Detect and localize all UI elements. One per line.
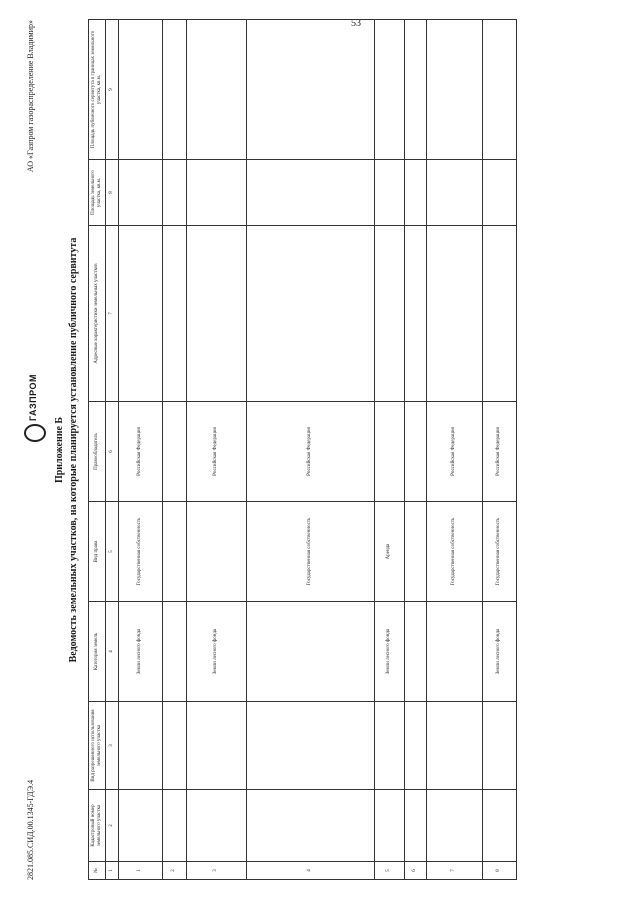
table-cell <box>482 226 516 402</box>
table-row <box>426 20 482 880</box>
table-cell <box>374 790 404 862</box>
column-index: 3 <box>105 702 118 790</box>
table-cell <box>162 20 186 160</box>
table-cell <box>426 20 482 160</box>
table-row <box>118 20 162 880</box>
table-cell <box>186 790 246 862</box>
table-cell <box>426 790 482 862</box>
table-cell <box>162 702 186 790</box>
table-cell: Государственная собственность <box>426 502 482 602</box>
document-code: 2821.085.СИД.00.1345-ГДЭ.4 <box>26 779 35 880</box>
table-cell <box>162 226 186 402</box>
table-cell <box>186 226 246 402</box>
table-cell <box>374 20 404 160</box>
table-cell: Российская Федерация <box>186 402 246 502</box>
logo-text: ГАЗПРОМ <box>28 373 38 421</box>
table-cell <box>374 226 404 402</box>
rotated-page <box>6 0 626 900</box>
column-header: Правообладатель <box>89 402 106 502</box>
table-cell: 4 <box>246 862 374 880</box>
table-cell <box>246 20 374 160</box>
column-header: Кадастровый номер земельного участка <box>89 790 106 862</box>
table-cell <box>482 20 516 160</box>
table-cell: Российская Федерация <box>426 402 482 502</box>
appendix-title: Приложение Б <box>54 416 65 484</box>
table-cell <box>246 160 374 226</box>
table-cell: Земли лесного фонда <box>118 602 162 702</box>
table-cell <box>374 402 404 502</box>
table-cell: Государственная собственность <box>482 502 516 602</box>
table-cell <box>404 602 426 702</box>
table-cell <box>118 790 162 862</box>
table-cell: Государственная собственность <box>246 502 374 602</box>
table-cell: Российская Федерация <box>246 402 374 502</box>
table-cell: Государственная собственность <box>118 502 162 602</box>
table-cell <box>404 20 426 160</box>
table-cell <box>426 160 482 226</box>
table-cell <box>482 702 516 790</box>
column-header: Категория земель <box>89 602 106 702</box>
table-cell <box>118 20 162 160</box>
table-cell <box>246 226 374 402</box>
table-cell: Земли лесного фонда <box>186 602 246 702</box>
table-cell <box>404 790 426 862</box>
table-cell <box>162 402 186 502</box>
column-index: 2 <box>105 790 118 862</box>
table-cell <box>118 160 162 226</box>
column-header: Вид разрешенного использования земельного участка <box>89 702 106 790</box>
table-header-row <box>89 20 106 880</box>
table-body <box>105 20 516 880</box>
table-row <box>186 20 246 880</box>
table-row <box>404 20 426 880</box>
table-cell <box>246 790 374 862</box>
table-cell <box>162 160 186 226</box>
table-cell <box>426 702 482 790</box>
table-cell: Российская Федерация <box>118 402 162 502</box>
table-row <box>246 20 374 880</box>
page-number: 53 <box>351 18 361 29</box>
column-index: 1 <box>105 862 118 880</box>
table-cell <box>186 702 246 790</box>
column-index-row <box>105 20 118 880</box>
table-cell <box>186 160 246 226</box>
table-cell <box>404 160 426 226</box>
table-cell: Российская Федерация <box>482 402 516 502</box>
table-cell <box>374 702 404 790</box>
table-cell: 3 <box>186 862 246 880</box>
table-cell: 5 <box>374 862 404 880</box>
table-cell: 1 <box>118 862 162 880</box>
table-cell: 8 <box>482 862 516 880</box>
table-cell <box>186 502 246 602</box>
table-cell <box>482 160 516 226</box>
column-header: Адресные характеристики земельных участков <box>89 226 106 402</box>
table-cell <box>404 402 426 502</box>
column-index: 6 <box>105 402 118 502</box>
company-name: АО «Газпром газораспределение Владимир» <box>26 20 35 173</box>
column-header: № <box>89 862 106 880</box>
table-cell <box>426 602 482 702</box>
table-cell: 2 <box>162 862 186 880</box>
table-cell: 6 <box>404 862 426 880</box>
table-cell <box>118 702 162 790</box>
table-cell <box>374 160 404 226</box>
flame-icon <box>24 424 46 442</box>
column-index: 4 <box>105 602 118 702</box>
register-title: Ведомость земельных участков, на которые планируется установление публичного сервитута <box>68 237 79 663</box>
table-cell: Земли лесного фонда <box>482 602 516 702</box>
table-cell <box>404 502 426 602</box>
table-cell <box>162 502 186 602</box>
table-cell <box>118 226 162 402</box>
table-cell <box>404 226 426 402</box>
table-cell <box>482 790 516 862</box>
table-row <box>162 20 186 880</box>
column-index: 5 <box>105 502 118 602</box>
table-cell: 7 <box>426 862 482 880</box>
table-cell <box>426 226 482 402</box>
column-header: Площадь земельного участка, кв.м. <box>89 160 106 226</box>
column-index: 7 <box>105 226 118 402</box>
table-cell <box>162 790 186 862</box>
column-header: Вид права <box>89 502 106 602</box>
table-row <box>482 20 516 880</box>
table-cell <box>186 20 246 160</box>
column-index: 8 <box>105 160 118 226</box>
table-cell: Земли лесного фонда <box>374 602 404 702</box>
table-cell <box>246 702 374 790</box>
column-index: 9 <box>105 20 118 160</box>
table-cell <box>404 702 426 790</box>
gazprom-logo <box>22 373 48 442</box>
table-cell <box>246 602 374 702</box>
land-plots-table <box>88 19 517 880</box>
column-header: Площадь публичного сервитута в границах земельного участка, кв.м. <box>89 20 106 160</box>
table-cell <box>162 602 186 702</box>
table-row <box>374 20 404 880</box>
document-header <box>22 20 42 880</box>
table-cell: Аренда <box>374 502 404 602</box>
